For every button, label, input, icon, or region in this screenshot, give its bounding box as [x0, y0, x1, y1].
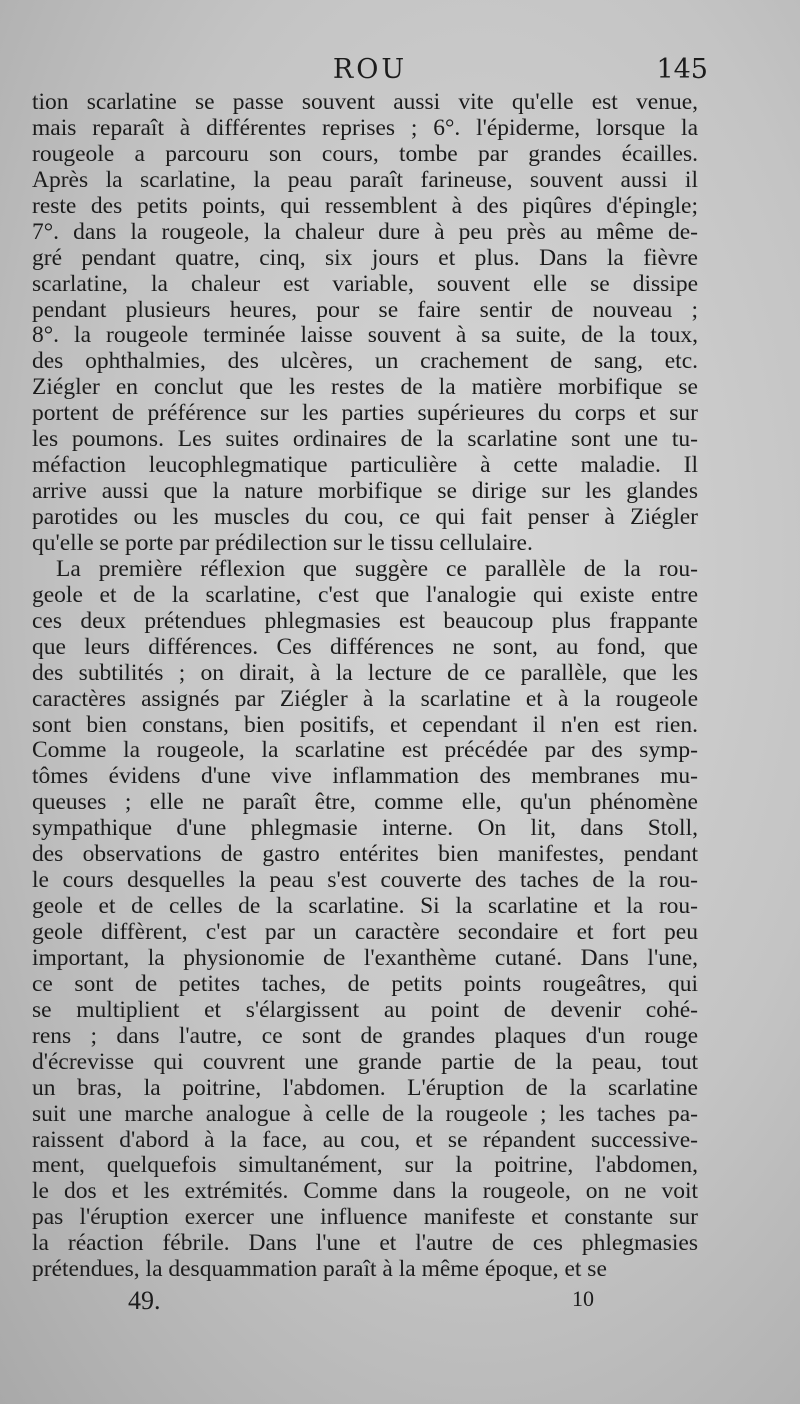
text-line: scarlatine, la chaleur est variable, souvent elle se dissipe: [32, 270, 698, 297]
text-line: mais reparaît à différentes reprises ; 6°. l'épiderme, lorsque la: [32, 114, 698, 141]
text-line: suit une marche analogue à celle de la rougeole ; les taches pa-: [32, 1100, 698, 1127]
text-line: ment, quelquefois simultanément, sur la poitrine, l'abdomen,: [32, 1152, 698, 1179]
text-line: les poumons. Les suites ordinaires de la scarlatine sont une tu-: [32, 426, 698, 453]
text-line: le dos et les extrémités. Comme dans la rougeole, on ne voit: [32, 1178, 698, 1205]
text-line: la réaction fébrile. Dans l'une et l'autre de ces phlegmasies: [32, 1230, 698, 1257]
text-line: Ziégler en conclut que les restes de la matière morbifique se: [32, 374, 698, 401]
text-line: gré pendant quatre, cinq, six jours et plus. Dans la fièvre: [32, 244, 698, 271]
text-line: que leurs différences. Ces différences ne sont, au fond, que: [32, 633, 698, 660]
text-line: sympathique d'une phlegmasie interne. On lit, dans Stoll,: [32, 815, 698, 842]
running-head-title: ROU: [332, 54, 408, 85]
text-line: La première réflexion que suggère ce parallèle de la rou-: [56, 555, 698, 582]
text-line: geole et de la scarlatine, c'est que l'analogie qui existe entre: [32, 581, 698, 608]
text-line: tômes évidens d'une vive inflammation des membranes mu-: [32, 763, 698, 790]
text-line: Après la scarlatine, la peau paraît farineuse, souvent aussi il: [32, 166, 698, 193]
text-line: reste des petits points, qui ressemblent à des piqûres d'épingle;: [32, 192, 698, 219]
text-line: 7°. dans la rougeole, la chaleur dure à peu près au même de-: [32, 218, 698, 245]
text-line: 8°. la rougeole terminée laisse souvent à sa suite, de la toux,: [32, 322, 698, 349]
text-line: sont bien constans, bien positifs, et cependant il n'en est rien.: [32, 711, 698, 738]
text-line: geole diffèrent, c'est par un caractère secondaire et fort peu: [32, 919, 698, 945]
text-line: ces deux prétendues phlegmasies est beaucoup plus frappante: [32, 607, 698, 634]
text-line: important, la physionomie de l'exanthème cutané. Dans l'une,: [32, 944, 698, 971]
text-line: pendant plusieurs heures, pour se faire sentir de nouveau ;: [32, 296, 698, 323]
text-line: parotides ou les muscles du cou, ce qui fait penser à Ziégler: [32, 504, 698, 530]
running-head: [32, 54, 708, 94]
text-line: se multiplient et s'élargissent au point de devenir cohé-: [32, 996, 698, 1023]
signature-mark: 49.: [128, 1286, 161, 1315]
text-line: queuses ; elle ne paraît être, comme elle, qu'un phénomène: [32, 789, 698, 816]
text-line: portent de préférence sur les parties supérieures du corps et sur: [32, 400, 698, 427]
text-line: pas l'éruption exercer une influence manifeste et constante sur: [32, 1204, 698, 1231]
text-line: méfaction leucophlegmatique particulière à cette maladie. Il: [32, 452, 698, 479]
text-line: geole et de celles de la scarlatine. Si la scarlatine et la rou-: [32, 893, 698, 920]
sheet-number: 10: [572, 1286, 594, 1311]
text-line: des observations de gastro entérites bien manifestes, pendant: [32, 841, 698, 868]
text-line: rens ; dans l'autre, ce sont de grandes plaques d'un rouge: [32, 1022, 698, 1049]
text-line: qu'elle se porte par prédilection sur le tissu cellulaire.: [32, 529, 533, 556]
text-line: arrive aussi que la nature morbifique se dirige sur les glandes: [32, 478, 698, 505]
text-line: des ophthalmies, des ulcères, un crachement de sang, etc.: [32, 348, 698, 375]
text-line: raissent d'abord à la face, au cou, et se répandent successive-: [32, 1126, 698, 1153]
page-footer: [32, 1286, 698, 1326]
text-line: d'écrevisse qui couvrent une grande partie de la peau, tout: [32, 1048, 698, 1075]
text-line: caractères assignés par Ziégler à la scarlatine et à la rougeole: [32, 685, 698, 712]
text-line: tion scarlatine se passe souvent aussi vite qu'elle est venue,: [32, 89, 698, 115]
text-line: ce sont de petites taches, de petits points rougeâtres, qui: [32, 970, 698, 997]
text-line: un bras, la poitrine, l'abdomen. L'éruption de la scarlatine: [32, 1074, 698, 1101]
text-line: Comme la rougeole, la scarlatine est précédée par des symp-: [32, 737, 698, 764]
page-number: 145: [656, 54, 708, 85]
text-line: prétendues, la desquammation paraît à la même époque, et se: [32, 1256, 607, 1283]
body-text: [32, 90, 698, 1283]
text-line: le cours desquelles la peau s'est couverte des taches de la rou-: [32, 867, 698, 894]
text-line: rougeole a parcouru son cours, tombe par grandes écailles.: [32, 140, 698, 167]
text-line: des subtilités ; on dirait, à la lecture de ce parallèle, que les: [32, 659, 698, 686]
